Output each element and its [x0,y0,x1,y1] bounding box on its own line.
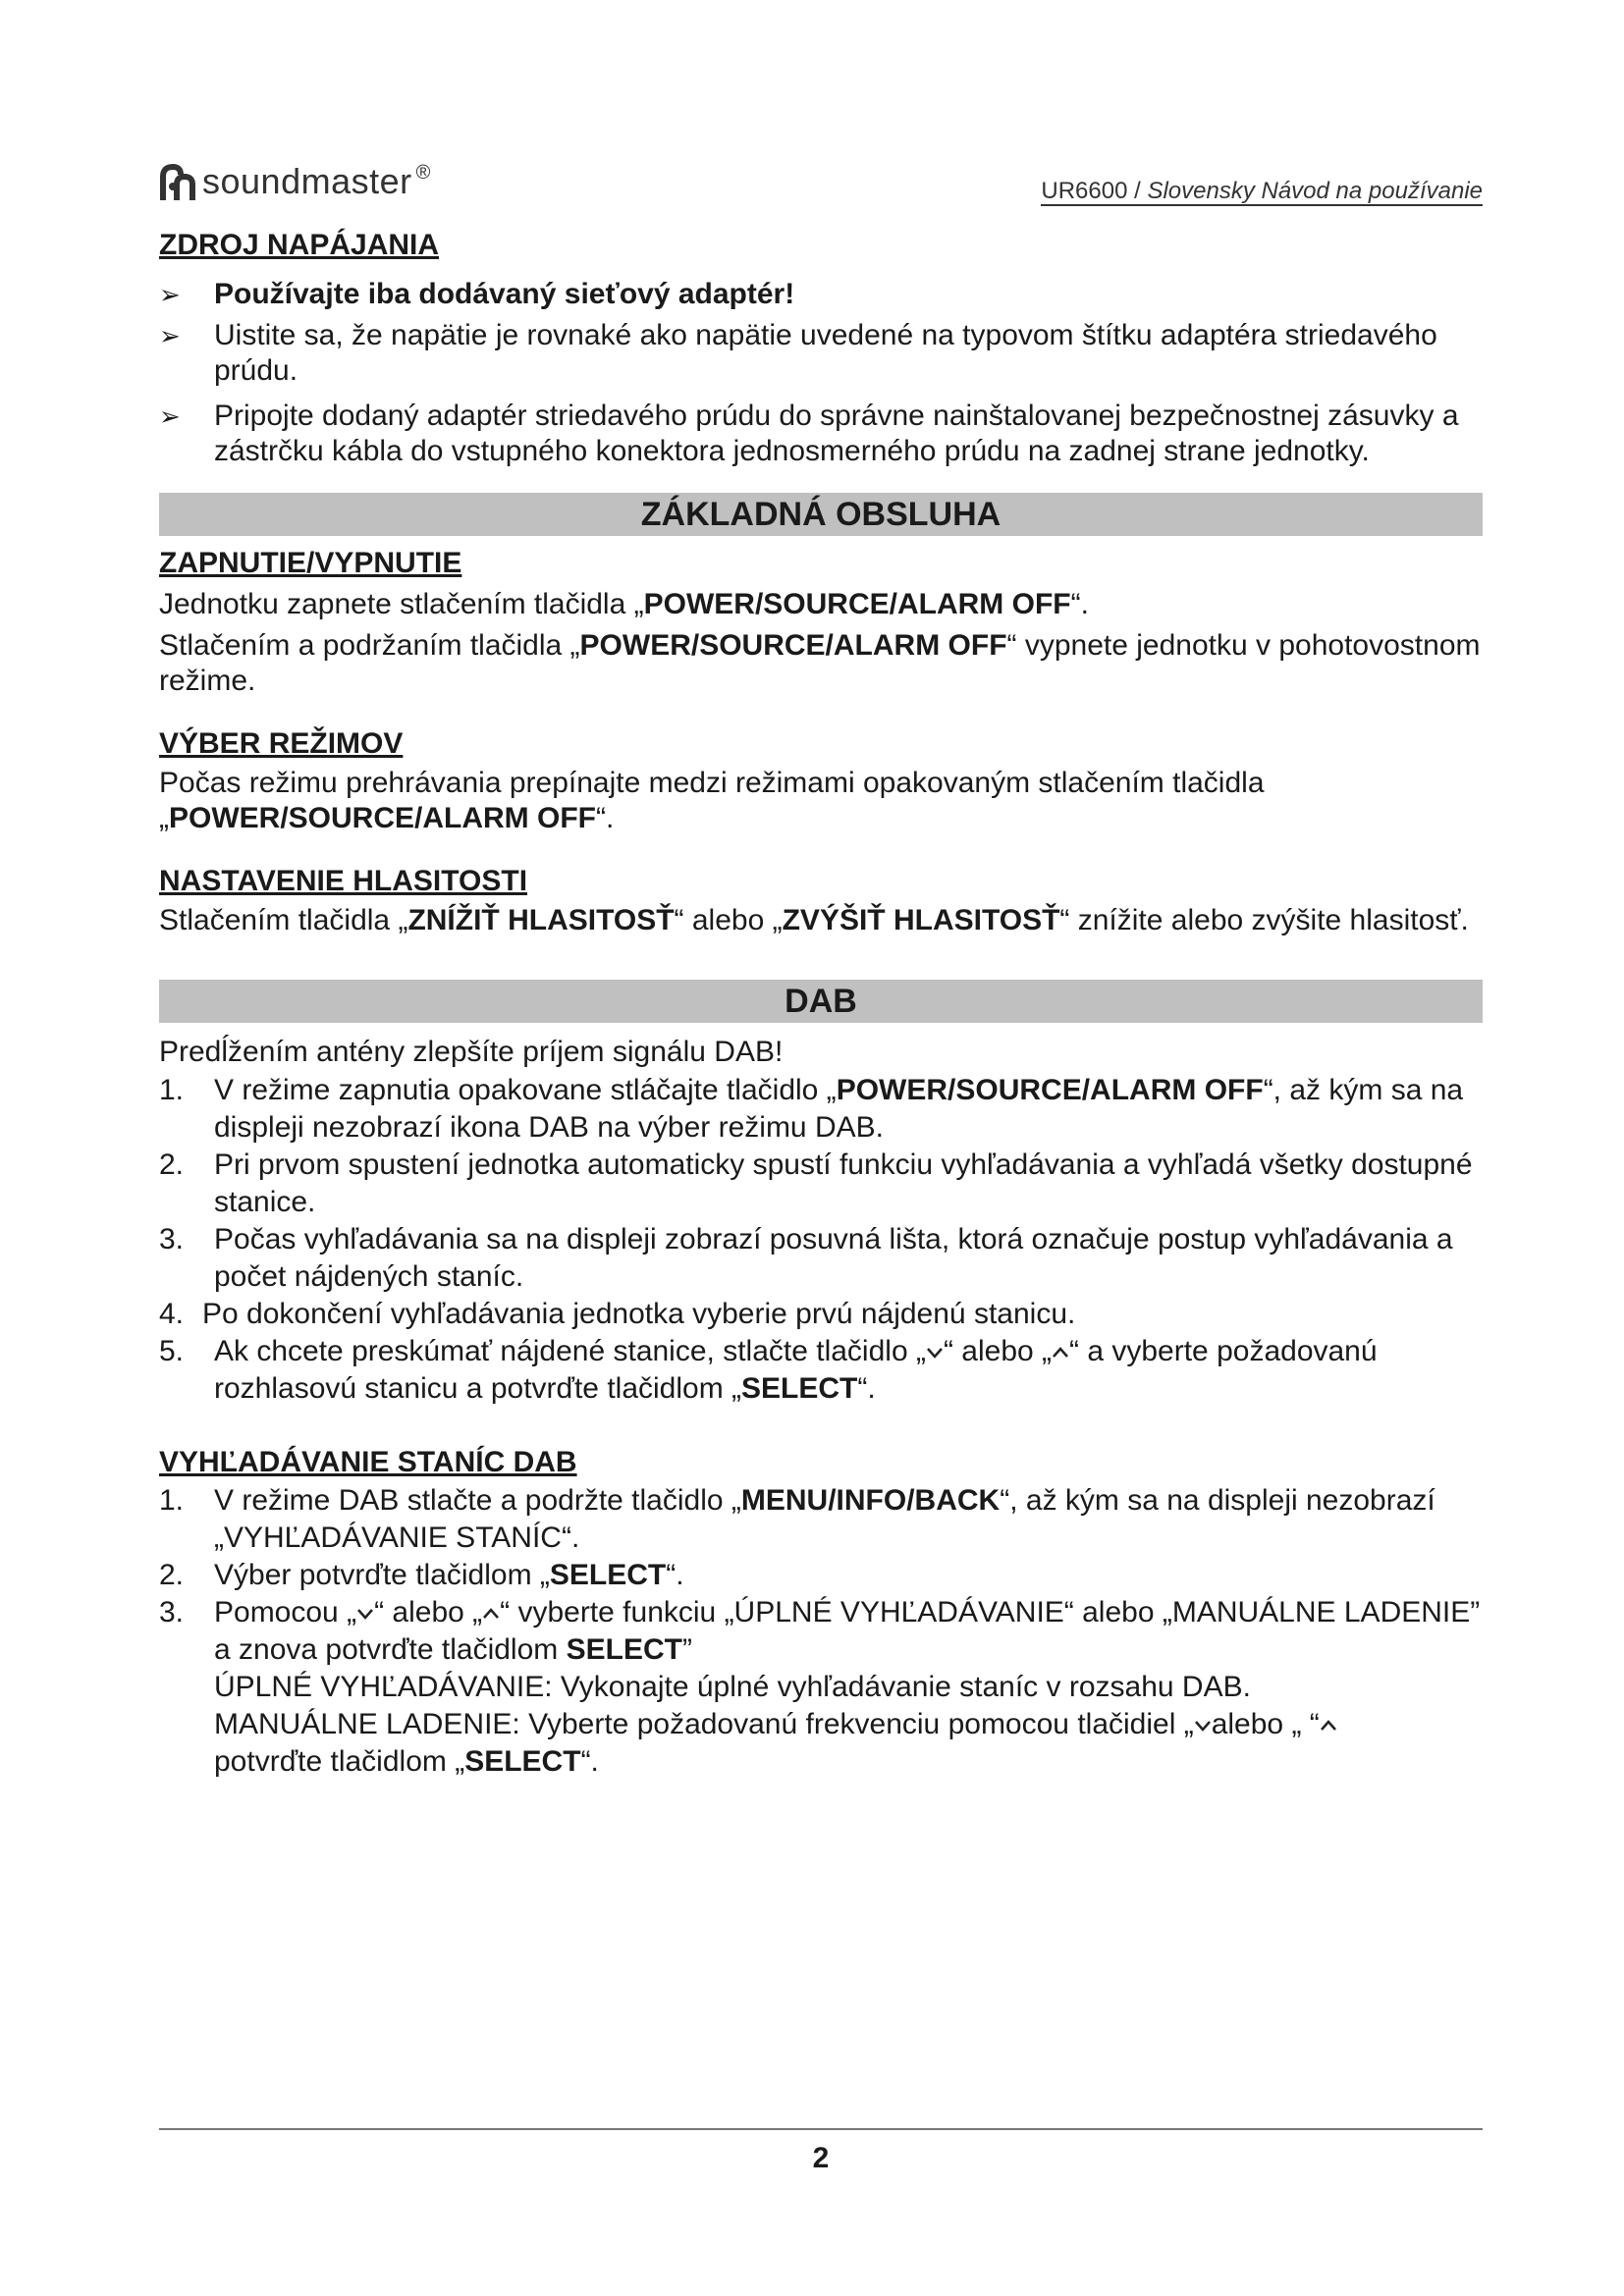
doc-header-title [1041,179,1483,206]
arrow-bullet-icon: ➢ [159,280,181,309]
dab-search-item: 3. Pomocou „ “ alebo „ “ vyberte funkciu „ÚPLNÉ VYHĽADÁVANIE“ alebo „MANUÁLNE LADENIE” a znova potvrďte tlačidlom SELECT” [159,1596,1481,1666]
dab-search-item: 2. Výber potvrďte tlačidlom „SELECT“. [159,1559,684,1591]
page-header [159,137,1483,206]
chevron-up-icon [1052,1346,1069,1360]
dab-list-item: 2. Pri prvom spustení jednotka automaticky spustí funkciu vyhľadávania a vyhľadá všetky dostupné stanice. [159,1148,1473,1218]
doc-title: Slovensky Návod na používanie [1147,178,1483,204]
dab-list-item: 1. V režime zapnutia opakovane stláčajte tlačidlo „POWER/SOURCE/ALARM OFF“, až kým sa na displeji nezobrazí ikona DAB na výber režimu DAB. [159,1074,1464,1144]
basic-operation-bar: ZÁKLADNÁ OBSLUHA [159,493,1483,536]
mode-paragraph: Počas režimu prehrávania prepínajte medzi režimami opakovaným stlačením tlačidla „POWER/SOURCE/ALARM OFF“. [159,767,1265,834]
registered-mark: ® [415,162,431,184]
power-heading: ZDROJ NAPÁJANIA [159,229,440,261]
dab-bar: DAB [159,980,1483,1023]
chevron-up-icon [482,1607,500,1621]
chevron-down-icon [1194,1719,1212,1733]
power-bullet-text: Pripojte dodaný adaptér striedavého prúdu do správne nainštalovanej bezpečnostnej zásuvky a zástrčku kábla do vstupného konektora jednosmerného prúdu na zadnej strane jednotky. [214,400,1459,467]
brand-logo [159,161,430,202]
power-bullet [159,318,1483,389]
chevron-up-icon [1320,1719,1337,1733]
power-bullet-text: Uistite sa, že napätie je rovnaké ako napätie uvedené na typovom štítku adaptéra striedavého prúdu. [214,319,1437,387]
footer-divider [159,2128,1483,2130]
page-number: 2 [812,2142,830,2174]
manual-tune-description: MANUÁLNE LADENIE: Vyberte požadovanú frekvenciu pomocou tlačidiel „ alebo „ “ potvrďte tlačidlom „SELECT“. [159,1706,1483,1781]
dab-intro: Predĺžením antény zlepšíte príjem signálu DAB! [159,1036,784,1068]
dab-list-item: 4. Po dokončení vyhľadávania jednotka vyberie prvú nájdenú stanicu. [159,1298,1076,1330]
dab-search-item: 1. V režime DAB stlačte a podržte tlačidlo „MENU/INFO/BACK“, až kým sa na displeji nezobrazí „VYHĽADÁVANIE STANÍC“. [159,1484,1435,1554]
onoff-heading: ZAPNUTIE/VYPNUTIE [159,547,462,579]
arrow-bullet-icon: ➢ [159,321,181,350]
model-number: UR6600 / [1041,178,1148,204]
onoff-paragraph-1: Jednotku zapnete stlačením tlačidla „POWER/SOURCE/ALARM OFF“. [159,588,1089,620]
power-bullet [159,277,1483,312]
arrow-bullet-icon: ➢ [159,401,181,431]
full-scan-description: ÚPLNÉ VYHĽADÁVANIE: Vykonajte úplné vyhľadávanie staníc v rozsahu DAB. [214,1671,1251,1703]
power-bullet [159,399,1483,469]
chevron-down-icon [356,1607,374,1621]
manual-page [159,137,1483,1781]
dab-search-heading: VYHĽADÁVANIE STANÍC DAB [159,1446,577,1478]
onoff-paragraph-2: Stlačením a podržaním tlačidla „POWER/SOURCE/ALARM OFF“ vypnete jednotku v pohotovostnom režime. [159,629,1481,697]
dab-list-item: 3. Počas vyhľadávania sa na displeji zobrazí posuvná lišta, ktorá označuje postup vyhľadávania a počet nájdených staníc. [159,1223,1453,1293]
volume-paragraph: Stlačením tlačidla „ZNÍŽIŤ HLASITOSŤ“ alebo „ZVÝŠIŤ HLASITOSŤ“ znížite alebo zvýšite hlasitosť. [159,904,1469,936]
soundmaster-logo-icon [159,163,198,202]
brand-name: soundmaster [202,161,412,201]
mode-heading: VÝBER REŽIMOV [159,727,404,760]
volume-heading: NASTAVENIE HLASITOSTI [159,865,528,897]
chevron-down-icon [926,1346,944,1360]
dab-list-item: 5. Ak chcete preskúmať nájdené stanice, stlačte tlačidlo „ “ alebo „ “ a vyberte požadovanú rozhlasovú stanicu a potvrďte tlačidlom „SELECT“. [159,1335,1378,1405]
power-bullet-text: Používajte iba dodávaný sieťový adaptér! [214,278,795,310]
